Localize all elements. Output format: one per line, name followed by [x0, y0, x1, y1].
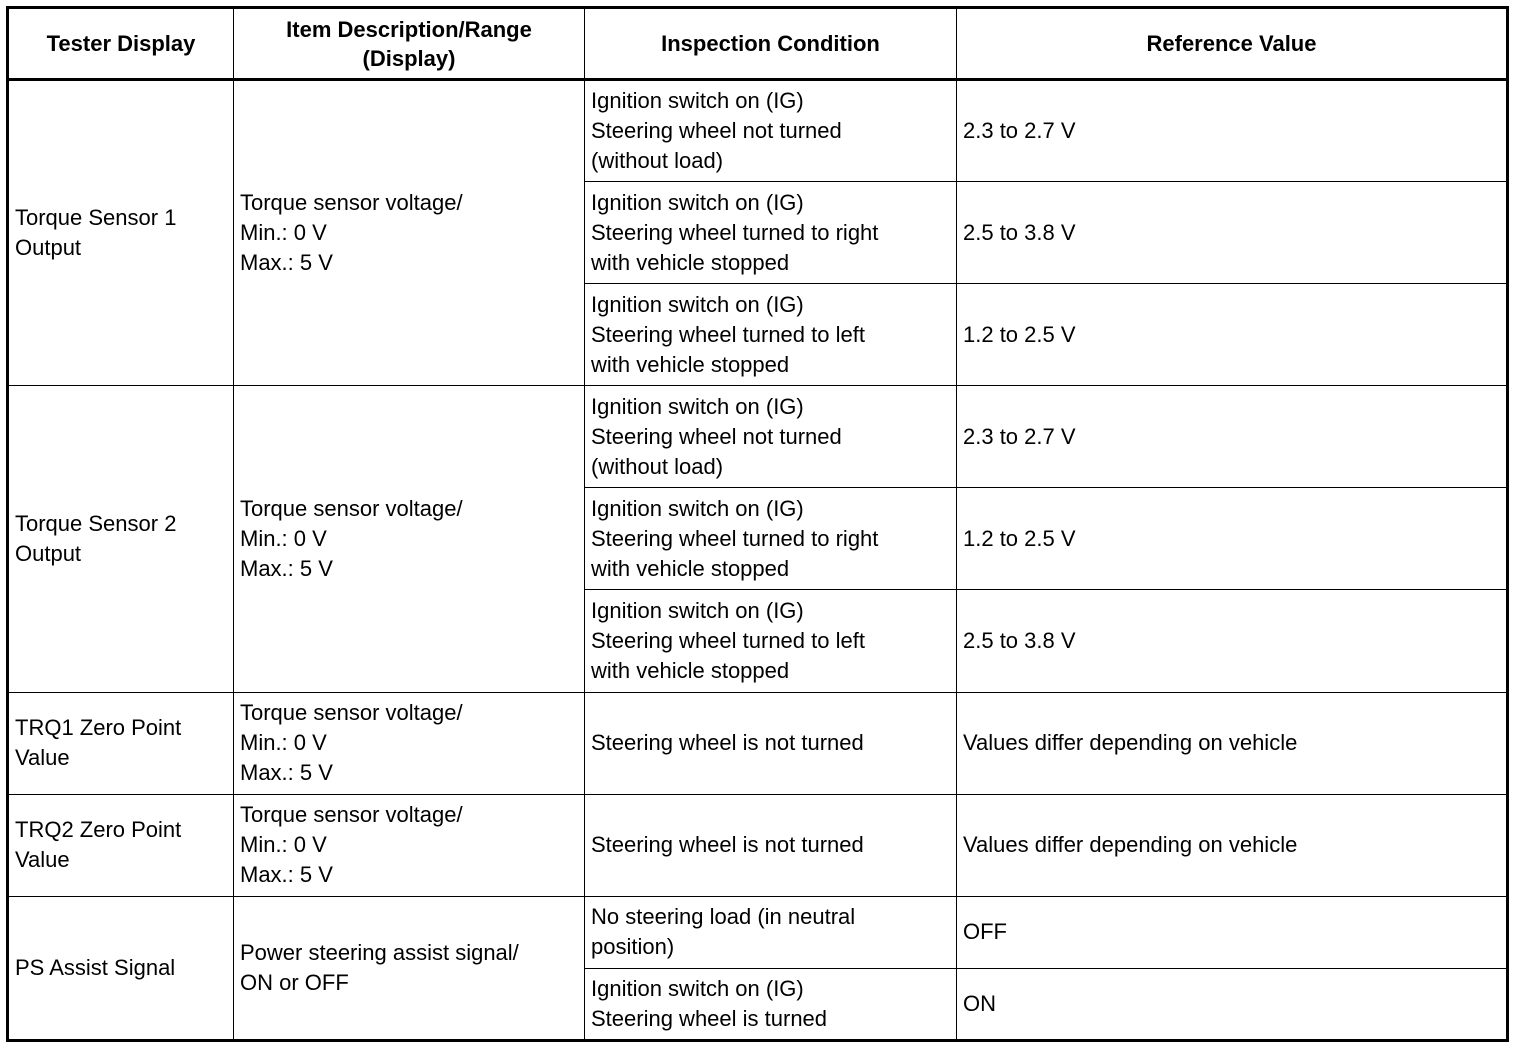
reference-value-cell: 1.2 to 2.5 V [957, 284, 1508, 386]
inspection-condition-cell: Ignition switch on (IG) Steering wheel is turned [585, 968, 957, 1040]
inspection-condition-cell: Ignition switch on (IG) Steering wheel turned to right with vehicle stopped [585, 182, 957, 284]
item-description-cell: Torque sensor voltage/ Min.: 0 V Max.: 5 V [234, 692, 585, 794]
table-row [8, 386, 1508, 488]
reference-value-cell: 2.3 to 2.7 V [957, 386, 1508, 488]
table-row [8, 794, 1508, 896]
inspection-condition-cell: Ignition switch on (IG) Steering wheel turned to left with vehicle stopped [585, 284, 957, 386]
reference-value-cell: 2.5 to 3.8 V [957, 590, 1508, 692]
tester-display-cell: TRQ2 Zero Point Value [8, 794, 234, 896]
inspection-condition-cell: Ignition switch on (IG) Steering wheel not turned (without load) [585, 386, 957, 488]
table-row [8, 80, 1508, 182]
inspection-condition-cell: Ignition switch on (IG) Steering wheel turned to right with vehicle stopped [585, 488, 957, 590]
item-description-cell: Torque sensor voltage/ Min.: 0 V Max.: 5 V [234, 80, 585, 386]
tester-display-cell: TRQ1 Zero Point Value [8, 692, 234, 794]
header-reference-value: Reference Value [957, 8, 1508, 80]
tester-display-cell: Torque Sensor 2 Output [8, 386, 234, 692]
inspection-condition-cell: No steering load (in neutral position) [585, 896, 957, 968]
tester-display-cell: PS Assist Signal [8, 896, 234, 1040]
inspection-condition-cell: Steering wheel is not turned [585, 692, 957, 794]
header-tester-display: Tester Display [8, 8, 234, 80]
reference-value-cell: ON [957, 968, 1508, 1040]
table-row [8, 692, 1508, 794]
inspection-condition-cell: Steering wheel is not turned [585, 794, 957, 896]
inspection-condition-cell: Ignition switch on (IG) Steering wheel turned to left with vehicle stopped [585, 590, 957, 692]
reference-value-cell: 2.5 to 3.8 V [957, 182, 1508, 284]
header-row [8, 8, 1508, 80]
data-list-table [6, 6, 1509, 1042]
inspection-condition-cell: Ignition switch on (IG) Steering wheel not turned (without load) [585, 80, 957, 182]
table-row [8, 896, 1508, 968]
reference-value-cell: Values differ depending on vehicle [957, 794, 1508, 896]
item-description-cell: Torque sensor voltage/ Min.: 0 V Max.: 5 V [234, 794, 585, 896]
reference-value-cell: Values differ depending on vehicle [957, 692, 1508, 794]
header-inspection-condition: Inspection Condition [585, 8, 957, 80]
item-description-cell: Torque sensor voltage/ Min.: 0 V Max.: 5 V [234, 386, 585, 692]
reference-value-cell: OFF [957, 896, 1508, 968]
item-description-cell: Power steering assist signal/ ON or OFF [234, 896, 585, 1040]
reference-value-cell: 1.2 to 2.5 V [957, 488, 1508, 590]
tester-display-cell: Torque Sensor 1 Output [8, 80, 234, 386]
reference-value-cell: 2.3 to 2.7 V [957, 80, 1508, 182]
header-item-description: Item Description/Range (Display) [234, 8, 585, 80]
